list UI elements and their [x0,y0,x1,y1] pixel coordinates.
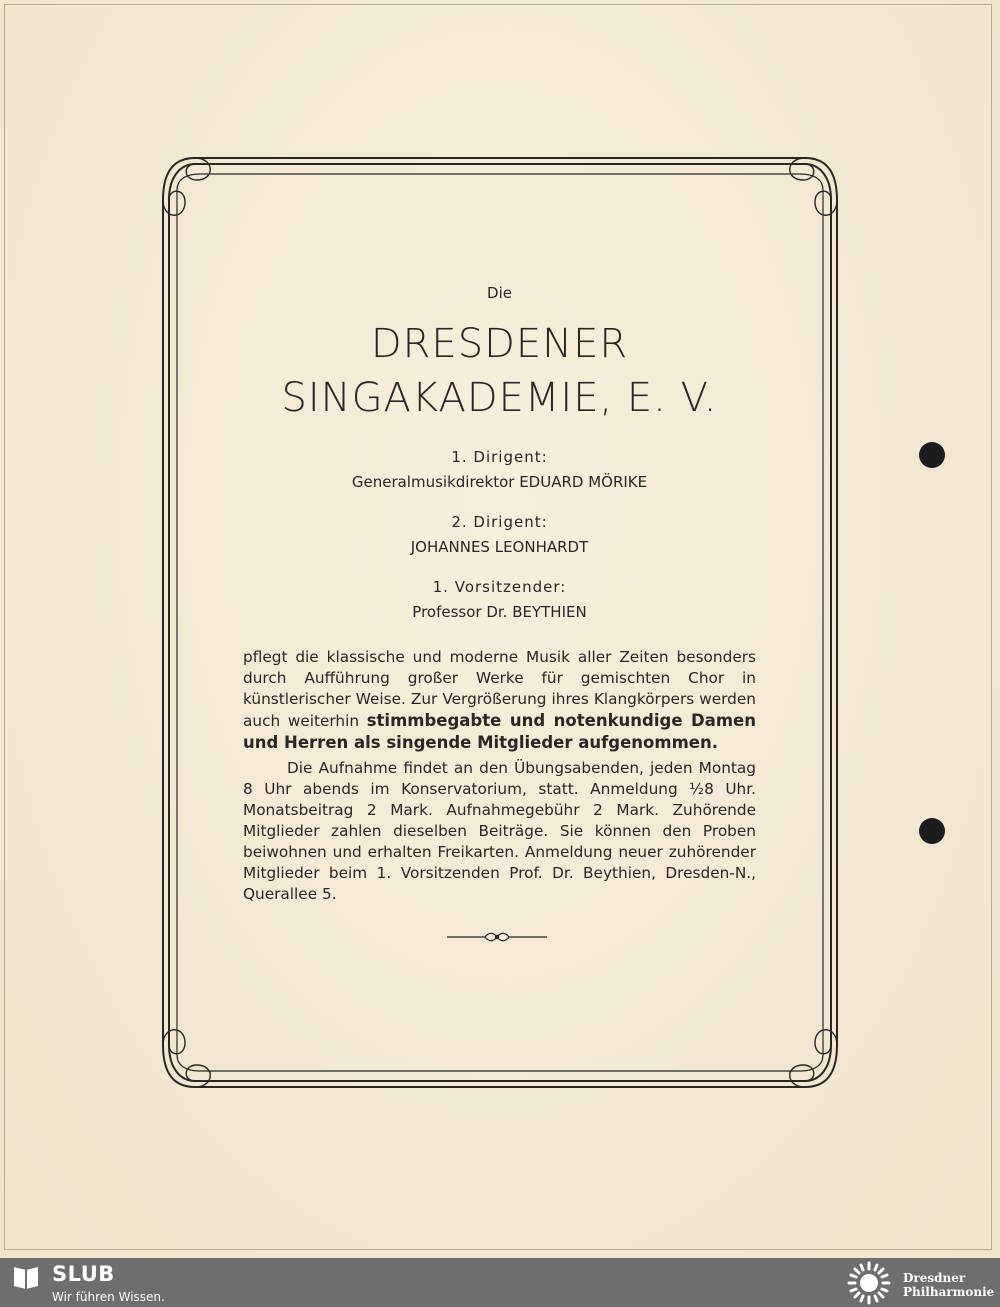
person-first-conductor: Generalmusikdirektor EDUARD MÖRIKE [351,473,648,491]
paragraph-intro-bold: stimmbegabte und notenkundige Damen und Herren als singende Mitglieder aufgenommen. [243,711,756,752]
role-second-conductor: 2. Dirigent: [451,513,548,531]
title-line-2: SINGAKADEMIE, E. V. [281,375,718,421]
paragraph-intro [243,647,756,754]
philharmonie-name[interactable] [903,1271,994,1299]
person-chairman: Professor Dr. BEYTHIEN [412,603,587,621]
philharmonie-line-2: Philharmonie [903,1285,995,1299]
paragraph-membership: Die Aufnahme findet an den Übungsabenden, jeden Montag 8 Uhr abends im Konservatorium, statt. Anmeldung ½8 Uhr. Monatsbeitrag 2 Mark. Aufnahmegebühr 2 Mark. Zuhörende Mitglieder zahlen dieselben Beiträge. Sie können den Proben beiwohnen und erhalten Freikarten. Anmeldung neuer zuhörender Mitglieder beim 1. Vorsitzenden Prof. Dr. Beythien, Dresden-N., Querallee 5. [243,759,756,903]
person-second-conductor: JOHANNES LEONHARDT [410,538,589,556]
philharmonie-line-1: Dresdner [903,1271,966,1285]
paragraph-intro-text: pflegt die klassische und moderne Musik aller Zeiten besonders durch Aufführung großer Werke für gemischten Chor in künstlerischer Weise. Zur Vergrößerung ihres Klangkörpers werden auch weiterhin [243,648,756,730]
slub-name[interactable]: SLUB [52,1262,115,1286]
divider-ornament [447,930,547,944]
slub-logo-icon [12,1264,40,1290]
slub-tagline: Wir führen Wissen. [52,1290,165,1304]
role-chairman: 1. Vorsitzender: [432,578,567,596]
role-first-conductor: 1. Dirigent: [451,448,548,466]
punch-hole-top [919,442,945,468]
document-content [243,278,756,905]
punch-hole-bottom [919,818,945,844]
intro-text: Die [487,284,512,302]
title-line-1: DRESDENER [370,321,629,367]
philharmonie-logo-icon [843,1260,895,1306]
